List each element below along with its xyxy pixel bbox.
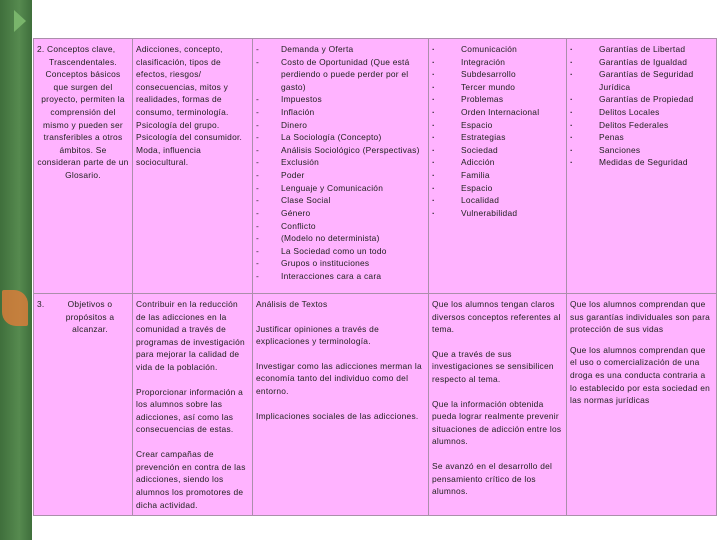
list-item: · Sanciones	[570, 144, 713, 157]
list-item: · Garantías de Seguridad Jurídica	[570, 68, 713, 93]
list-item: · Garantías de Libertad	[570, 43, 713, 56]
concepts-economy-sociology-list	[256, 43, 425, 283]
list-item: · Localidad	[432, 194, 563, 207]
list-item: · Estrategias	[432, 131, 563, 144]
list-item: · Orden Internacional	[432, 106, 563, 119]
list-item: · Familia	[432, 169, 563, 182]
concepts-addictions-cell	[133, 39, 253, 294]
list-item: - Poder	[256, 169, 425, 182]
objective-paragraph: Análisis de Textos	[256, 299, 328, 309]
list-item: · Garantías de Igualdad	[570, 56, 713, 69]
list-item: - Costo de Oportunidad (Que está perdiendo o puede perder por el gasto)	[256, 56, 425, 94]
objectives-addictions-cell	[133, 294, 253, 516]
row-heading-text: Objetivos o propósitos a alcanzar.	[65, 299, 115, 335]
row-heading-objectives	[34, 294, 133, 516]
list-item: · Espacio	[432, 119, 563, 132]
concepts-economy-sociology-cell	[253, 39, 429, 294]
list-item: - La Sociedad como un todo	[256, 245, 425, 258]
list-item: - Interacciones cara a cara	[256, 270, 425, 283]
list-item: · Delitos Federales	[570, 119, 713, 132]
list-item: - Clase Social	[256, 194, 425, 207]
list-item: - Demanda y Oferta	[256, 43, 425, 56]
list-item: - Conflicto	[256, 220, 425, 233]
list-item: - Exclusión	[256, 156, 425, 169]
chevron-right-icon	[14, 10, 26, 32]
row-heading-text: Trascendentales. Conceptos básicos que surgen del proyecto, permiten la comprensión del mismo y pueden ser transferibles a otros ámbitos. Se consideran parte de un Glosario.	[37, 56, 129, 181]
objective-paragraph: Se avanzó en el desarrollo del pensamiento crítico de los alumnos.	[432, 461, 553, 497]
objective-paragraph: Justificar opiniones a través de explicaciones y terminología.	[256, 323, 379, 347]
list-item: · Subdesarrollo	[432, 68, 563, 81]
objective-paragraph: Que la información obtenida pueda lograr realmente prevenir situaciones de adicción entre los alumnos.	[432, 398, 562, 447]
list-item: · Medidas de Seguridad	[570, 156, 713, 169]
objective-paragraph: Proporcionar información a los alumnos sobre las adicciones, así como las consecuencias de estas.	[136, 386, 244, 435]
objectives-geography-cell	[429, 294, 567, 516]
concepts-civics-list	[570, 43, 713, 169]
list-item: · Comunicación	[432, 43, 563, 56]
concepts-civics-cell	[567, 39, 717, 294]
list-item: · Garantías de Propiedad	[570, 93, 713, 106]
concepts-addictions-text: Adicciones, concepto, clasificación, tipos de efectos, riesgos/ consecuencias, mitos y realidades, formas de consumo, terminología. Psicología del grupo. Psicología del consumidor. Moda, influencia sociocultural.	[136, 44, 243, 168]
list-item: · Integración	[432, 56, 563, 69]
list-item: · Vulnerabilidad	[432, 207, 563, 220]
objective-paragraph: Contribuir en la reducción de las adicciones en la comunidad a través de programas de investigación para mejorar la calidad de vida de la población.	[136, 299, 245, 373]
objectives-economy-sociology-cell	[253, 294, 429, 516]
list-item: · Tercer mundo	[432, 81, 563, 94]
decorative-sidebar	[0, 0, 32, 540]
list-item: - Dinero	[256, 119, 425, 132]
list-item: · Sociedad	[432, 144, 563, 157]
row-heading-lead: 2. Conceptos clave,	[37, 44, 116, 54]
concepts-geography-list	[432, 43, 563, 220]
planning-table	[33, 38, 717, 516]
list-item: - (Modelo no determinista)	[256, 232, 425, 245]
list-item: - Grupos o instituciones	[256, 257, 425, 270]
list-item: · Penas	[570, 131, 713, 144]
objective-paragraph: Que los alumnos comprendan que el uso o comercialización de una droga es una conducta contraria a lo establecido por esta sociedad en las normas jurídicas	[570, 344, 711, 406]
objective-paragraph: Investigar como las adicciones merman la economía tanto del individuo como del entorno.	[256, 360, 422, 397]
objective-paragraph: Que los alumnos comprendan que sus garantías individuales son para protección de sus vidas	[570, 299, 711, 335]
list-item: - Análisis Sociológico (Perspectivas)	[256, 144, 425, 157]
row-number: 3.	[37, 299, 45, 309]
concepts-geography-cell	[429, 39, 567, 294]
list-item: - La Sociología (Concepto)	[256, 131, 425, 144]
objective-paragraph: Crear campañas de prevención en contra de las adicciones, siendo los alumnos los promotores de dicha actividad.	[136, 449, 246, 510]
objectives-civics-cell	[567, 294, 717, 516]
leaf-accent-icon	[2, 290, 28, 326]
list-item: · Adicción	[432, 156, 563, 169]
objective-paragraph: Que los alumnos tengan claros diversos conceptos referentes al tema.	[432, 299, 561, 335]
list-item: · Espacio	[432, 182, 563, 195]
list-item: - Inflación	[256, 106, 425, 119]
list-item: - Género	[256, 207, 425, 220]
list-item: · Delitos Locales	[570, 106, 713, 119]
objective-paragraph: Implicaciones sociales de las adicciones.	[256, 410, 419, 421]
list-item: - Impuestos	[256, 93, 425, 106]
table-row	[34, 39, 717, 294]
table-row	[34, 294, 717, 516]
row-heading-key-concepts	[34, 39, 133, 294]
objective-paragraph: Que a través de sus investigaciones se sensibilicen respecto al tema.	[432, 348, 554, 385]
list-item: - Lenguaje y Comunicación	[256, 182, 425, 195]
list-item: · Problemas	[432, 93, 563, 106]
